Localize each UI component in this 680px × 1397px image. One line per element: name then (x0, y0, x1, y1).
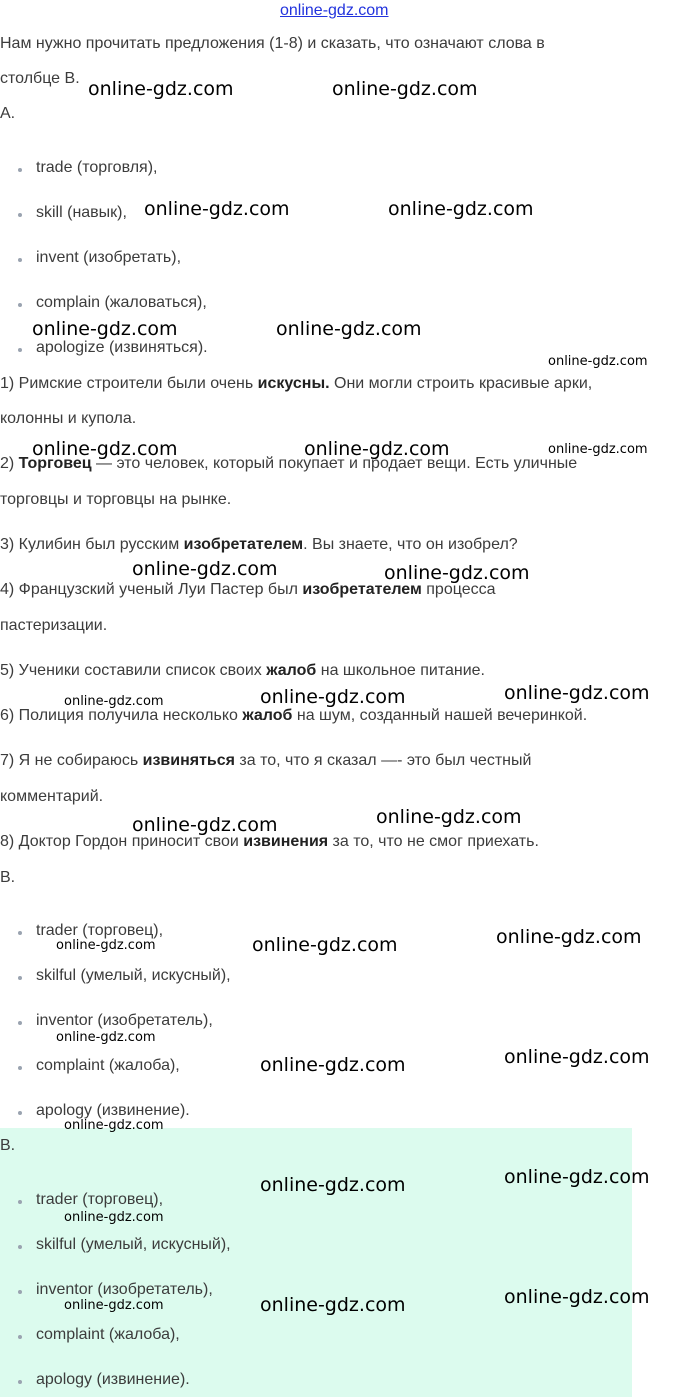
watermark: online-gdz.com (304, 438, 450, 460)
watermark: online-gdz.com (64, 1210, 164, 1225)
section-b-label: B. (0, 869, 16, 886)
bullet-icon (18, 1111, 22, 1115)
watermark: online-gdz.com (64, 1118, 164, 1133)
section-a-label: A. (0, 105, 16, 122)
watermark: online-gdz.com (144, 198, 290, 220)
watermark: online-gdz.com (548, 354, 648, 369)
watermark: online-gdz.com (384, 562, 530, 584)
watermark: online-gdz.com (260, 686, 406, 708)
watermark: online-gdz.com (32, 438, 178, 460)
sentence-4-cont: пастеризации. (0, 617, 108, 634)
sentence-2: 2) Торговец — это человек, который покупает и продает вещи. Есть уличные (0, 455, 578, 472)
bullet-icon (18, 1066, 22, 1070)
list-item: apologize (извиняться). (36, 339, 208, 356)
sentence-2-cont: торговцы и торговцы на рынке. (0, 491, 232, 508)
list-item: complain (жаловаться), (36, 294, 207, 311)
bullet-icon (18, 348, 22, 352)
watermark: online-gdz.com (32, 318, 178, 340)
sentence-1: 1) Римские строители были очень искусны. Они могли строить красивые арки, (0, 375, 593, 392)
answer-label: B. (0, 1137, 16, 1154)
sentence-6: 6) Полиция получила несколько жалоб на шум, созданный нашей вечеринкой. (0, 707, 588, 724)
sentence-4: 4) Французский ученый Луи Пастер был изобретателем процесса (0, 581, 496, 598)
bullet-icon (18, 1290, 22, 1294)
watermark: online-gdz.com (64, 1298, 164, 1313)
watermark: online-gdz.com (64, 694, 164, 709)
list-item: inventor (изобретатель), (36, 1281, 213, 1298)
list-item: complaint (жалоба), (36, 1326, 180, 1343)
bullet-icon (18, 1335, 22, 1339)
watermark: online-gdz.com (260, 1294, 406, 1316)
bullet-icon (18, 976, 22, 980)
bullet-icon (18, 931, 22, 935)
bullet-icon (18, 1021, 22, 1025)
bullet-icon (18, 168, 22, 172)
watermark: online-gdz.com (132, 814, 278, 836)
watermark: online-gdz.com (88, 78, 234, 100)
watermark: online-gdz.com (504, 1046, 650, 1068)
watermark: online-gdz.com (496, 926, 642, 948)
list-item: complaint (жалоба), (36, 1057, 180, 1074)
bullet-icon (18, 1380, 22, 1384)
watermark: online-gdz.com (252, 934, 398, 956)
list-item: trade (торговля), (36, 159, 158, 176)
list-item: apology (извинение). (36, 1371, 190, 1388)
sentence-1-cont: колонны и купола. (0, 410, 137, 427)
sentence-7: 7) Я не собираюсь извиняться за то, что я сказал —- это был честный (0, 752, 532, 769)
bullet-icon (18, 213, 22, 217)
watermark: online-gdz.com (276, 318, 422, 340)
list-item: skill (навык), (36, 204, 127, 221)
intro-line-1: Нам нужно прочитать предложения (1-8) и сказать, что означают слова в (0, 35, 545, 52)
list-item: inventor (изобретатель), (36, 1012, 213, 1029)
list-item: skilful (умелый, искусный), (36, 967, 231, 984)
sentence-7-cont: комментарий. (0, 788, 104, 805)
watermark: online-gdz.com (388, 198, 534, 220)
site-link[interactable]: online-gdz.com (280, 2, 389, 19)
bullet-icon (18, 258, 22, 262)
list-item: skilful (умелый, искусный), (36, 1236, 231, 1253)
bullet-icon (18, 1245, 22, 1249)
bullet-icon (18, 1200, 22, 1204)
list-item: invent (изобретать), (36, 249, 182, 266)
watermark: online-gdz.com (548, 442, 648, 457)
watermark: online-gdz.com (56, 1030, 156, 1045)
watermark: online-gdz.com (332, 78, 478, 100)
intro-line-2: столбце В. (0, 70, 80, 87)
list-item: trader (торговец), (36, 1191, 164, 1208)
bullet-icon (18, 303, 22, 307)
watermark: online-gdz.com (504, 1166, 650, 1188)
sentence-8: 8) Доктор Гордон приносит свои извинения за то, что не смог приехать. (0, 833, 539, 850)
sentence-3: 3) Кулибин был русским изобретателем. Вы знаете, что он изобрел? (0, 536, 518, 553)
watermark: online-gdz.com (56, 938, 156, 953)
watermark: online-gdz.com (132, 558, 278, 580)
watermark: online-gdz.com (260, 1174, 406, 1196)
watermark: online-gdz.com (504, 682, 650, 704)
list-item: trader (торговец), (36, 922, 164, 939)
sentence-5: 5) Ученики составили список своих жалоб на школьное питание. (0, 662, 485, 679)
list-item: apology (извинение). (36, 1102, 190, 1119)
watermark: online-gdz.com (504, 1286, 650, 1308)
watermark: online-gdz.com (260, 1054, 406, 1076)
watermark: online-gdz.com (376, 806, 522, 828)
